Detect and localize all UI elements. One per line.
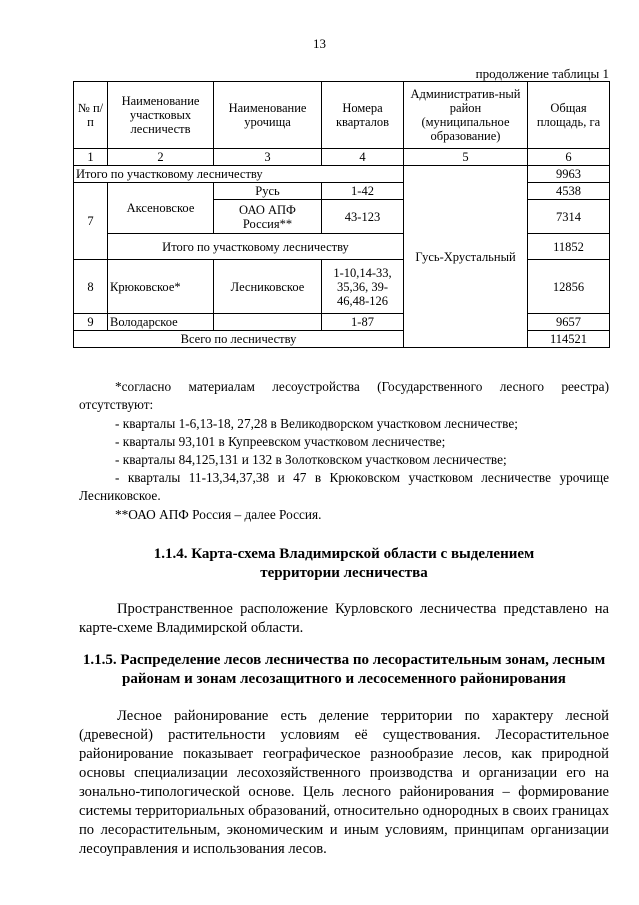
note-item: - кварталы 1-6,13-18, 27,28 в Великодворском участковом лесничестве; [115, 416, 518, 431]
subtotal-value: 9963 [528, 166, 610, 183]
row-number: 9 [74, 314, 108, 331]
subtotal-label: Итого по участковому лесничеству [108, 234, 404, 260]
section-115-text: Лесное районирование есть деление территории по характеру лесной (древесной) растительности условиям её существования. Лесорастительное районирование показывает географическое разнообразие лесов, как природной основы специализации лесохозяйственного производства и организации его на зонально-типологической основе. Цель лесного районирования – формирование системы территориальных образований, относительно однородных в своих границах по лесорастительным, экономическим и иным условиям, принципам организации лесоуправления и использования лесов. [79, 708, 609, 857]
header-tract-name: Наименование урочища [214, 82, 322, 149]
grand-total-value: 114521 [528, 331, 610, 348]
notes-intro: *согласно материалам лесоустройства (Государственного лесного реестра) отсутствуют: [79, 379, 609, 412]
section-114-text: Пространственное расположение Курловского лесничества представлено на карте-схеме Владимирской области. [79, 601, 609, 636]
header-quarters: Номера кварталов [322, 82, 404, 149]
tract-name: Русь [214, 183, 322, 200]
col-num: 6 [528, 149, 610, 166]
section-title-line: районам и зонам лесозащитного и лесосеменного районирования [122, 671, 566, 687]
note-item: - кварталы 11-13,34,37,38 и 47 в Крюковском участковом лесничестве урочище Лесниковское. [79, 470, 609, 503]
header-forestry-name: Наименование участковых лесничеств [108, 82, 214, 149]
section-114-title [79, 545, 609, 583]
note-item: - кварталы 84,125,131 и 132 в Золотковском участковом лесничестве; [115, 452, 507, 467]
header-district: Административ-ный район (муниципальное образование) [404, 82, 528, 149]
col-num: 5 [404, 149, 528, 166]
table-row [74, 331, 610, 348]
note-item: - кварталы 93,101 в Купреевском участковом лесничестве; [115, 434, 446, 449]
area: 12856 [528, 260, 610, 314]
col-num: 3 [214, 149, 322, 166]
section-115-title [79, 651, 609, 689]
forestry-name: Крюковское* [108, 260, 214, 314]
table-row [74, 166, 610, 183]
section-title-line: 1.1.4. Карта-схема Владимирской области с выделением [153, 546, 535, 562]
subtotal-value: 11852 [528, 234, 610, 260]
column-number-row [74, 149, 610, 166]
forestry-name: Аксеновское [108, 183, 214, 234]
col-num: 2 [108, 149, 214, 166]
table-header-row [74, 82, 610, 149]
area: 7314 [528, 200, 610, 234]
quarters: 1-10,14-33, 35,36, 39-46,48-126 [322, 260, 404, 314]
page-number: 13 [313, 36, 326, 51]
header-area: Общая площадь, га [528, 82, 610, 149]
grand-total-label: Всего по лесничеству [74, 331, 404, 348]
header-number: № п/п [74, 82, 108, 149]
table-row [74, 183, 610, 200]
section-title-line: территории лесничества [260, 565, 428, 581]
quarters: 43-123 [322, 200, 404, 234]
footnote: **ОАО АПФ Россия – далее Россия. [115, 507, 322, 522]
forestry-table [73, 81, 610, 348]
forestry-name: Володарское [108, 314, 214, 331]
tract-name: Лесниковское [214, 260, 322, 314]
quarters: 1-42 [322, 183, 404, 200]
col-num: 4 [322, 149, 404, 166]
col-num: 1 [74, 149, 108, 166]
area: 9657 [528, 314, 610, 331]
table-row [74, 260, 610, 314]
table-continuation-label: продолжение таблицы 1 [475, 66, 609, 81]
tract-name: ОАО АПФ Россия** [214, 200, 322, 234]
table-row [74, 314, 610, 331]
section-title-line: 1.1.5. Распределение лесов лесничества по лесорастительным зонам, лесным [82, 652, 606, 668]
row-number: 8 [74, 260, 108, 314]
quarters: 1-87 [322, 314, 404, 331]
district-cell: Гусь-Хрустальный [404, 166, 528, 348]
area: 4538 [528, 183, 610, 200]
table-row [74, 234, 610, 260]
row-number: 7 [74, 183, 108, 260]
subtotal-label: Итого по участковому лесничеству [74, 166, 404, 183]
tract-name [214, 314, 322, 331]
